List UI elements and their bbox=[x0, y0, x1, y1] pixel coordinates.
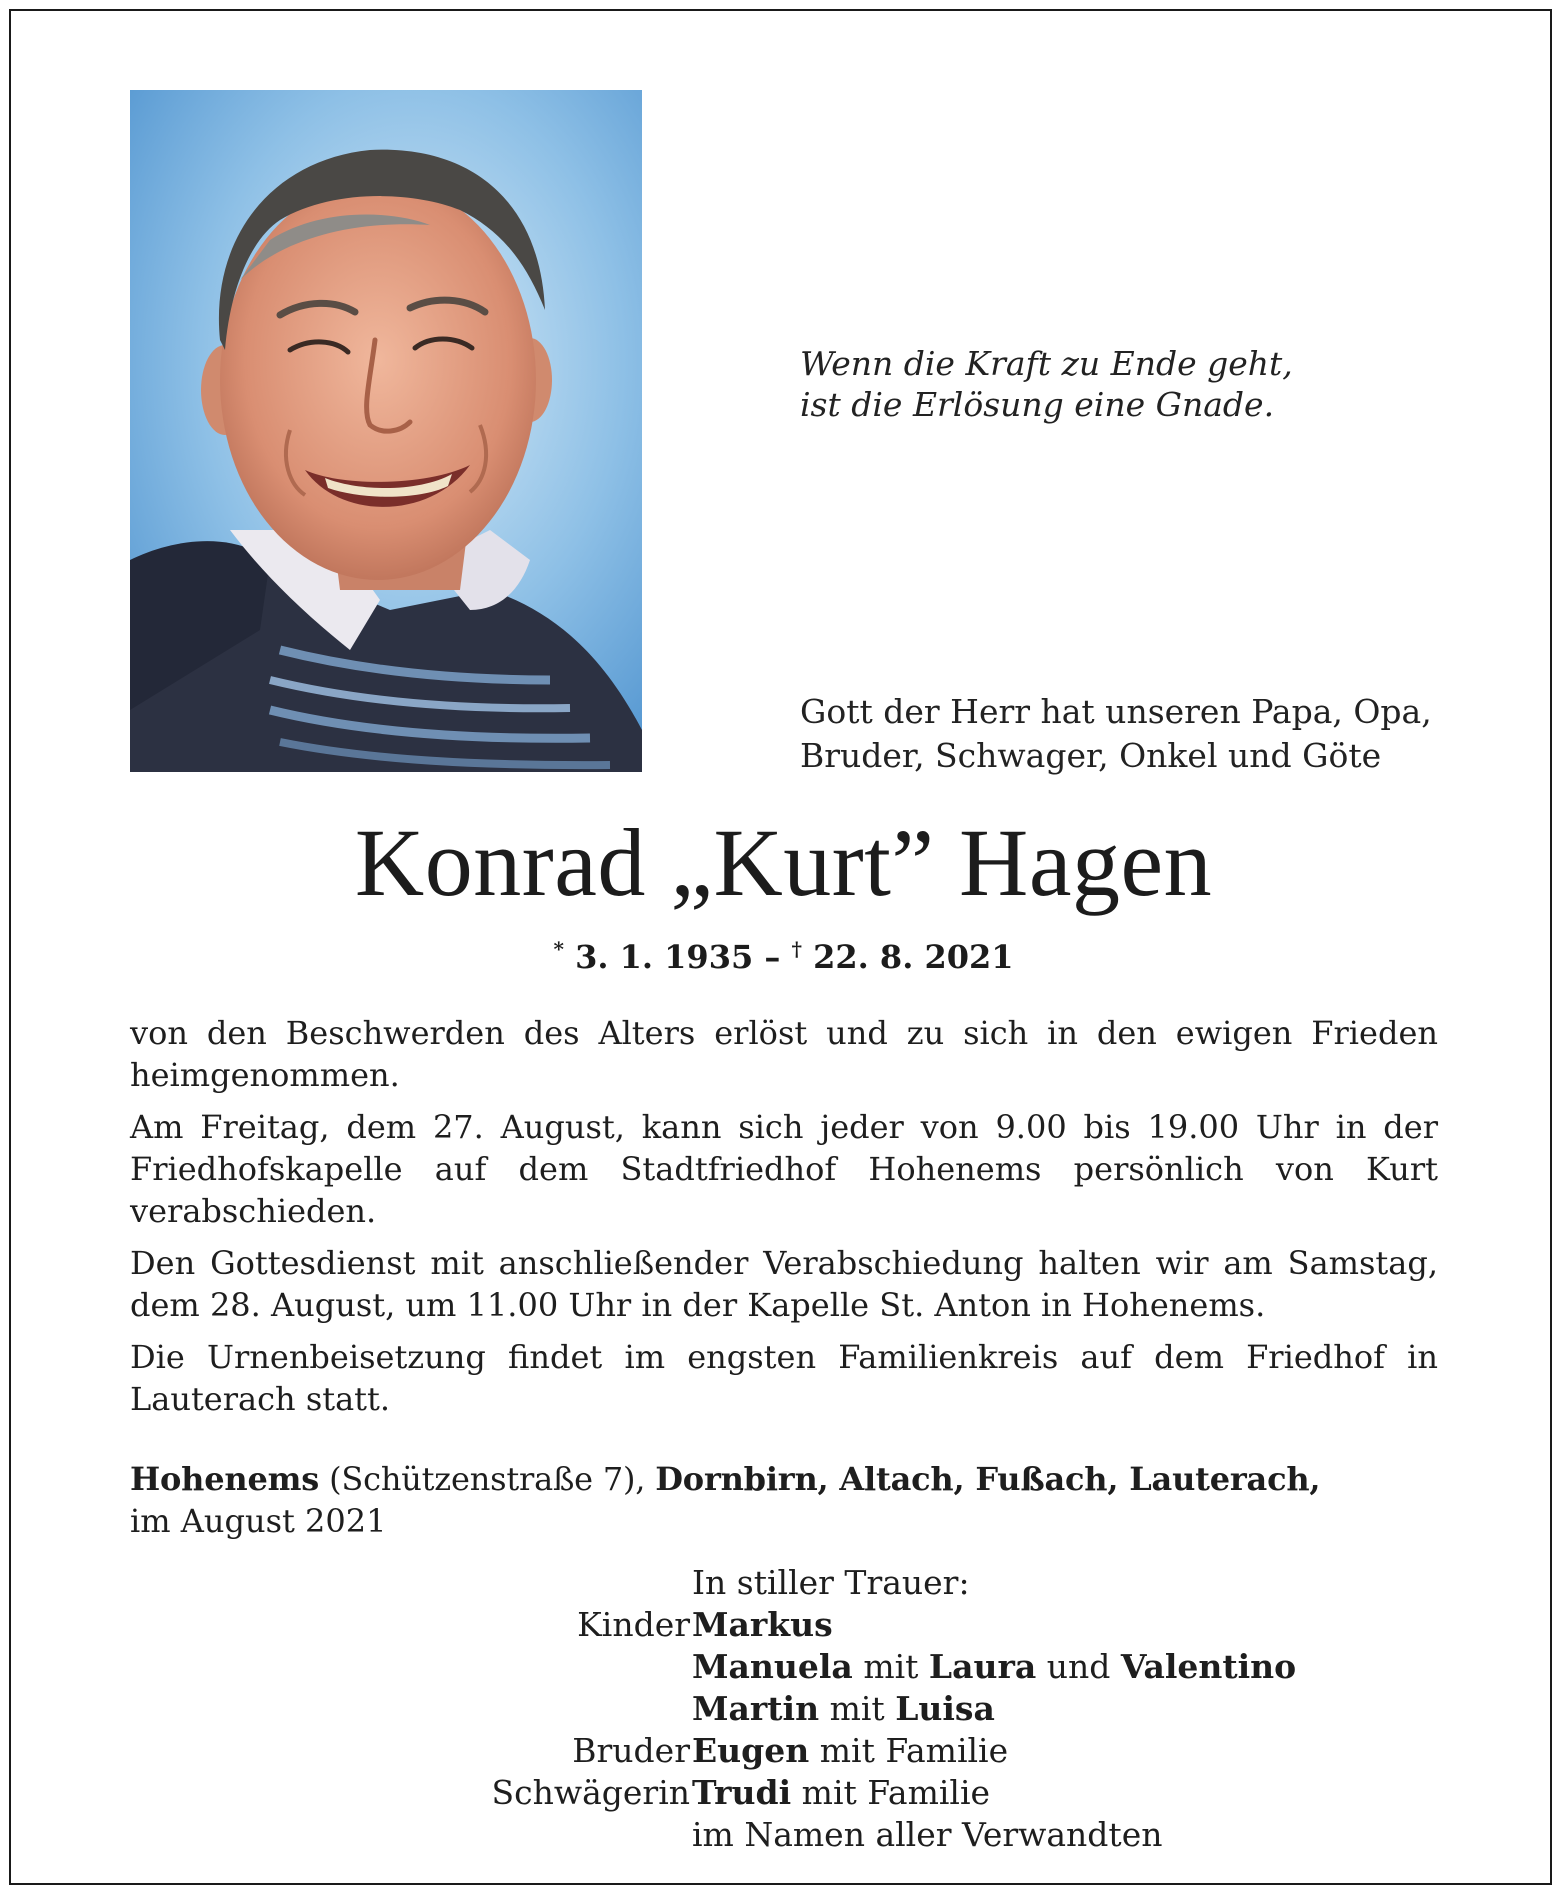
label-sister-in-law: Schwägerin bbox=[491, 1773, 690, 1812]
label-brother: Bruder bbox=[572, 1731, 690, 1770]
place-town: Hohenems bbox=[130, 1460, 320, 1498]
grandchild-1: Laura bbox=[928, 1647, 1037, 1686]
places-and-date bbox=[130, 1458, 1438, 1542]
mourners-heading: In stiller Trauer: bbox=[692, 1563, 970, 1602]
date-separator: – bbox=[764, 938, 781, 976]
paragraph-release: von den Beschwerden des Alters erlöst und zu sich in den ewigen Frieden heimgenommen. bbox=[130, 1014, 1438, 1094]
life-dates bbox=[0, 937, 1567, 976]
grandchild-2: Valentino bbox=[1120, 1647, 1297, 1686]
paragraph-viewing: Am Freitag, dem 27. August, kann sich jeder von 9.00 bis 19.00 Uhr in der Friedhofskapelle auf dem Stadtfriedhof Hohenems persönlich von Kurt verabschieden. bbox=[130, 1108, 1438, 1230]
mourners-list bbox=[0, 1562, 1567, 1856]
sister-in-law-name: Trudi bbox=[692, 1773, 792, 1812]
word-with: mit bbox=[863, 1647, 919, 1686]
memorial-quote bbox=[800, 343, 1293, 425]
intro-line-1: Gott der Herr hat unseren Papa, Opa, bbox=[800, 692, 1432, 731]
intro-text bbox=[800, 690, 1432, 778]
grandchild-3: Luisa bbox=[895, 1689, 995, 1728]
word-with: mit bbox=[829, 1689, 885, 1728]
portrait-photo bbox=[130, 90, 642, 772]
quote-line-2: ist die Erlösung eine Gnade. bbox=[800, 385, 1275, 424]
quote-line-1: Wenn die Kraft zu Ende geht, bbox=[800, 344, 1293, 383]
closing-line: im Namen aller Verwandten bbox=[692, 1815, 1163, 1854]
child-1: Markus bbox=[692, 1605, 833, 1644]
label-children: Kinder bbox=[577, 1605, 690, 1644]
birth-symbol: * bbox=[553, 937, 564, 961]
child-2: Manuela bbox=[692, 1647, 853, 1686]
deceased-name: Konrad „Kurt” Hagen bbox=[354, 809, 1213, 916]
place-others: Dornbirn, Altach, Fußach, Lauterach, bbox=[655, 1460, 1321, 1498]
announcement-body bbox=[130, 1012, 1438, 1430]
death-symbol: † bbox=[791, 937, 802, 961]
brother-name: Eugen bbox=[692, 1731, 810, 1770]
with-family: mit Familie bbox=[819, 1731, 1009, 1770]
paragraph-service: Den Gottesdienst mit anschließender Verabschiedung halten wir am Samstag, dem 28. August, um 11.00 Uhr in der Kapelle St. Anton in Hohenems. bbox=[130, 1244, 1438, 1324]
with-family: mit Familie bbox=[801, 1773, 991, 1812]
word-and: und bbox=[1046, 1647, 1111, 1686]
paragraph-burial: Die Urnenbeisetzung findet im engsten Familienkreis auf dem Friedhof in Lauterach statt. bbox=[130, 1338, 1438, 1418]
death-date: 22. 8. 2021 bbox=[813, 938, 1014, 976]
child-3: Martin bbox=[692, 1689, 820, 1728]
place-date: im August 2021 bbox=[130, 1502, 387, 1540]
birth-date: 3. 1. 1935 bbox=[575, 938, 754, 976]
intro-line-2: Bruder, Schwager, Onkel und Göte bbox=[800, 736, 1382, 775]
place-address: (Schützenstraße 7), bbox=[329, 1460, 646, 1498]
